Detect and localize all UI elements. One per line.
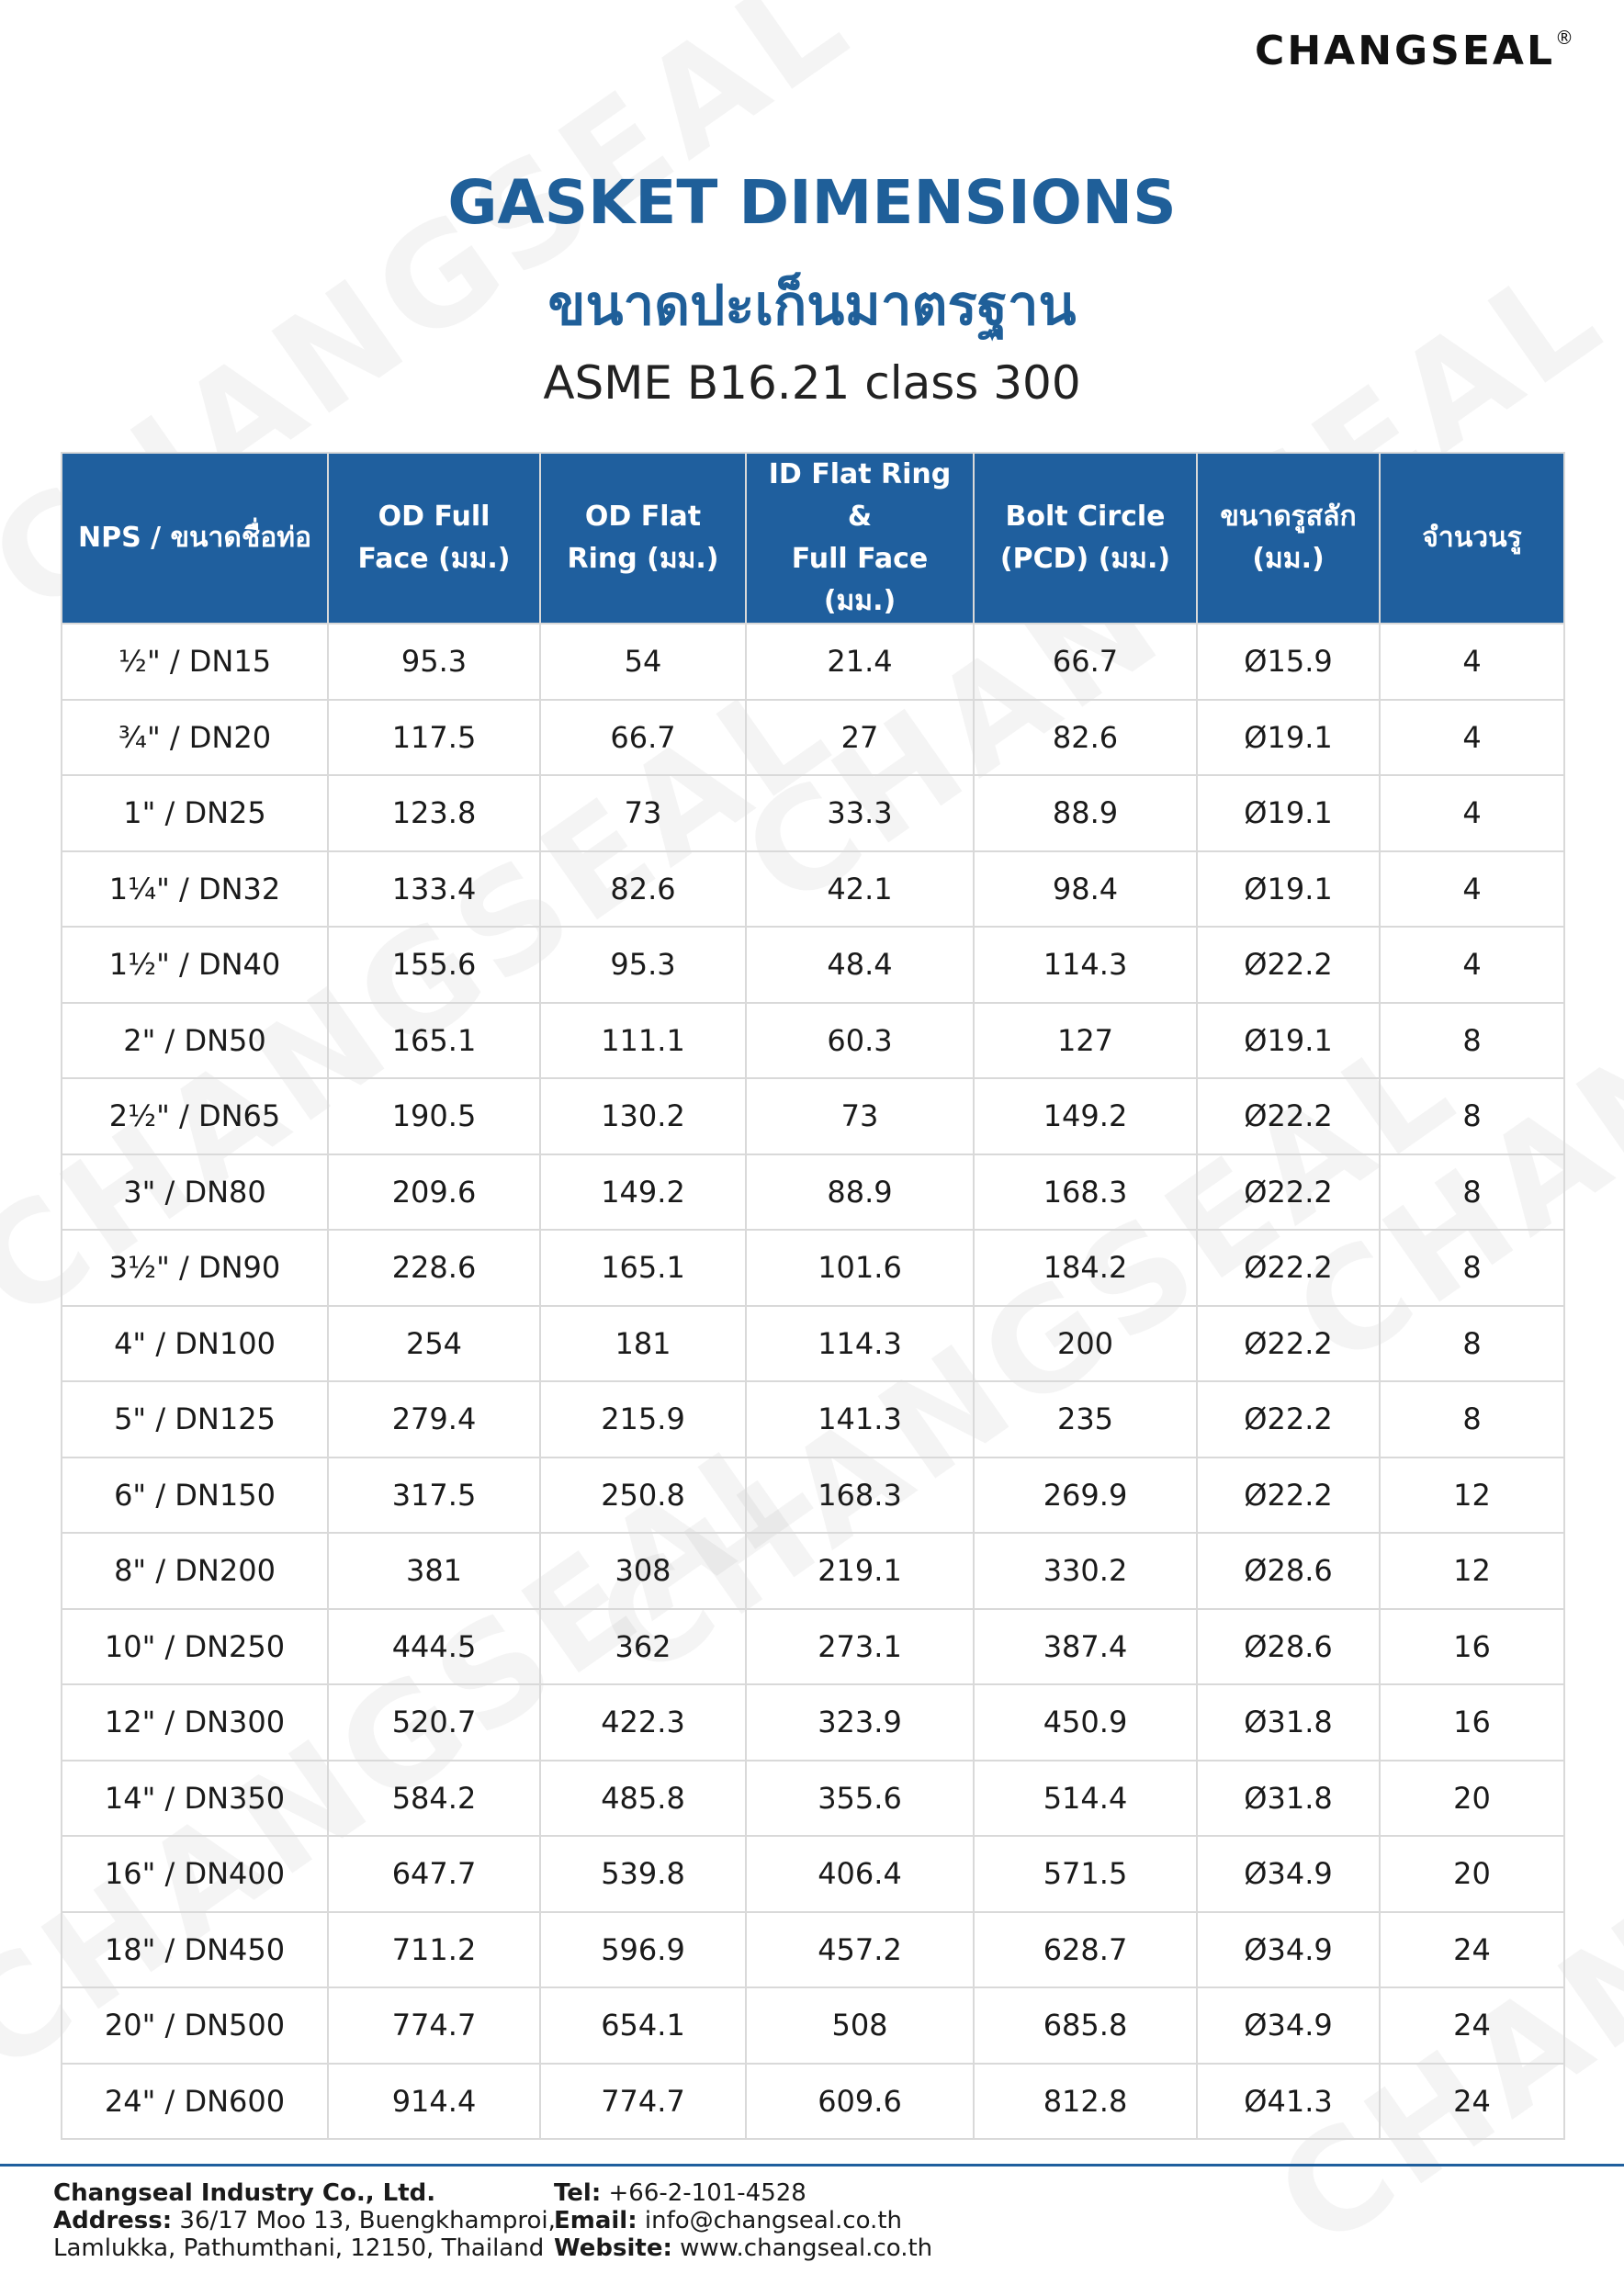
nps-cell: 12" / DN300 [62, 1684, 328, 1761]
footer-company-info [53, 2179, 556, 2262]
od-full-face-cell: 155.6 [328, 927, 540, 1003]
id-flat-ring-cell: 114.3 [746, 1306, 974, 1382]
nps-cell: 3" / DN80 [62, 1154, 328, 1231]
bolt-circle-cell: 88.9 [974, 775, 1197, 851]
bolt-hole-size-cell: Ø31.8 [1197, 1761, 1380, 1837]
od-flat-ring-cell: 654.1 [540, 1987, 746, 2064]
id-flat-ring-cell: 88.9 [746, 1154, 974, 1231]
od-full-face-cell: 317.5 [328, 1458, 540, 1534]
address-label: Address: [53, 2207, 173, 2234]
hole-count-cell: 4 [1380, 851, 1564, 928]
registered-mark: ® [1555, 27, 1576, 50]
od-flat-ring-cell: 66.7 [540, 700, 746, 776]
address-line-1: 36/17 Moo 13, Buengkhamproi, [179, 2207, 556, 2234]
page-subtitle-thai: ขนาดปะเก็นมาตรฐาน [547, 274, 1077, 338]
id-flat-ring-cell: 323.9 [746, 1684, 974, 1761]
od-full-face-cell: 228.6 [328, 1230, 540, 1306]
bolt-hole-size-cell: Ø22.2 [1197, 1458, 1380, 1534]
od-full-face-cell: 165.1 [328, 1003, 540, 1079]
od-full-face-cell: 190.5 [328, 1078, 540, 1154]
hole-count-cell: 4 [1380, 700, 1564, 776]
bolt-circle-cell: 269.9 [974, 1458, 1197, 1534]
hole-count-cell: 8 [1380, 1078, 1564, 1154]
tel-label: Tel: [554, 2179, 602, 2207]
table-body [62, 624, 1564, 2139]
id-flat-ring-cell: 141.3 [746, 1381, 974, 1458]
od-flat-ring-cell: 774.7 [540, 2064, 746, 2140]
bolt-circle-cell: 82.6 [974, 700, 1197, 776]
od-flat-ring-cell: 362 [540, 1609, 746, 1685]
footer-divider [0, 2164, 1624, 2167]
bolt-hole-size-cell: Ø22.2 [1197, 1381, 1380, 1458]
nps-cell: 8" / DN200 [62, 1533, 328, 1609]
od-full-face-cell: 381 [328, 1533, 540, 1609]
nps-cell: 6" / DN150 [62, 1458, 328, 1534]
table-row [62, 851, 1564, 928]
bolt-hole-size-cell: Ø31.8 [1197, 1684, 1380, 1761]
bolt-hole-size-cell: Ø19.1 [1197, 851, 1380, 928]
hole-count-cell: 8 [1380, 1154, 1564, 1231]
od-flat-ring-cell: 149.2 [540, 1154, 746, 1231]
od-flat-ring-cell: 485.8 [540, 1761, 746, 1837]
table-row [62, 1836, 1564, 1912]
bolt-circle-cell: 387.4 [974, 1609, 1197, 1685]
nps-cell: 1¼" / DN32 [62, 851, 328, 928]
od-flat-ring-cell: 215.9 [540, 1381, 746, 1458]
bolt-hole-size-cell: Ø22.2 [1197, 1078, 1380, 1154]
bolt-circle-cell: 514.4 [974, 1761, 1197, 1837]
bolt-circle-cell: 571.5 [974, 1836, 1197, 1912]
hole-count-cell: 16 [1380, 1609, 1564, 1685]
bolt-hole-size-cell: Ø34.9 [1197, 1987, 1380, 2064]
od-full-face-cell: 711.2 [328, 1912, 540, 1988]
hole-count-cell: 16 [1380, 1684, 1564, 1761]
bolt-circle-cell: 200 [974, 1306, 1197, 1382]
table-row [62, 624, 1564, 700]
od-full-face-cell: 123.8 [328, 775, 540, 851]
od-full-face-cell: 117.5 [328, 700, 540, 776]
table-row [62, 1912, 1564, 1988]
footer-contact-info [554, 2179, 932, 2262]
bolt-circle-cell: 685.8 [974, 1987, 1197, 2064]
id-flat-ring-cell: 101.6 [746, 1230, 974, 1306]
email-label: Email: [554, 2207, 637, 2234]
id-flat-ring-cell: 406.4 [746, 1836, 974, 1912]
nps-cell: 20" / DN500 [62, 1987, 328, 2064]
table-row [62, 2064, 1564, 2140]
bolt-circle-cell: 184.2 [974, 1230, 1197, 1306]
od-flat-ring-cell: 308 [540, 1533, 746, 1609]
od-flat-ring-cell: 422.3 [540, 1684, 746, 1761]
nps-cell: 2" / DN50 [62, 1003, 328, 1079]
od-full-face-cell: 95.3 [328, 624, 540, 700]
od-full-face-cell: 444.5 [328, 1609, 540, 1685]
bolt-circle-cell: 628.7 [974, 1912, 1197, 1988]
id-flat-ring-cell: 48.4 [746, 927, 974, 1003]
brand-name: CHANGSEAL [1255, 28, 1555, 74]
hole-count-cell: 20 [1380, 1836, 1564, 1912]
header-nps: NPS / ขนาดชื่อท่อ [62, 453, 328, 624]
nps-cell: ¾" / DN20 [62, 700, 328, 776]
od-flat-ring-cell: 539.8 [540, 1836, 746, 1912]
id-flat-ring-cell: 609.6 [746, 2064, 974, 2140]
od-flat-ring-cell: 165.1 [540, 1230, 746, 1306]
company-name: Changseal Industry Co., Ltd. [53, 2179, 436, 2207]
nps-cell: 5" / DN125 [62, 1381, 328, 1458]
id-flat-ring-cell: 168.3 [746, 1458, 974, 1534]
od-full-face-cell: 209.6 [328, 1154, 540, 1231]
bolt-hole-size-cell: Ø19.1 [1197, 700, 1380, 776]
od-full-face-cell: 254 [328, 1306, 540, 1382]
brand-logo [1255, 28, 1576, 74]
od-flat-ring-cell: 596.9 [540, 1912, 746, 1988]
page-title: GASKET DIMENSIONS [447, 167, 1177, 238]
nps-cell: 1½" / DN40 [62, 927, 328, 1003]
hole-count-cell: 8 [1380, 1230, 1564, 1306]
hole-count-cell: 20 [1380, 1761, 1564, 1837]
od-full-face-cell: 914.4 [328, 2064, 540, 2140]
bolt-hole-size-cell: Ø22.2 [1197, 927, 1380, 1003]
od-flat-ring-cell: 130.2 [540, 1078, 746, 1154]
bolt-circle-cell: 168.3 [974, 1154, 1197, 1231]
website-label: Website: [554, 2234, 672, 2262]
website-value: www.changseal.co.th [680, 2234, 933, 2262]
nps-cell: 18" / DN450 [62, 1912, 328, 1988]
bolt-hole-size-cell: Ø28.6 [1197, 1533, 1380, 1609]
nps-cell: 24" / DN600 [62, 2064, 328, 2140]
od-flat-ring-cell: 111.1 [540, 1003, 746, 1079]
hole-count-cell: 4 [1380, 775, 1564, 851]
header-od-full-face: OD Full Face (มม.) [328, 453, 540, 624]
od-full-face-cell: 279.4 [328, 1381, 540, 1458]
hole-count-cell: 4 [1380, 927, 1564, 1003]
od-full-face-cell: 584.2 [328, 1761, 540, 1837]
nps-cell: 3½" / DN90 [62, 1230, 328, 1306]
header-bolt-circle: Bolt Circle (PCD) (มม.) [974, 453, 1197, 624]
table-row [62, 1381, 1564, 1458]
bolt-hole-size-cell: Ø22.2 [1197, 1230, 1380, 1306]
bolt-hole-size-cell: Ø19.1 [1197, 775, 1380, 851]
hole-count-cell: 4 [1380, 624, 1564, 700]
od-full-face-cell: 647.7 [328, 1836, 540, 1912]
id-flat-ring-cell: 27 [746, 700, 974, 776]
bolt-circle-cell: 812.8 [974, 2064, 1197, 2140]
od-flat-ring-cell: 181 [540, 1306, 746, 1382]
od-flat-ring-cell: 95.3 [540, 927, 746, 1003]
bolt-circle-cell: 66.7 [974, 624, 1197, 700]
hole-count-cell: 24 [1380, 1912, 1564, 1988]
bolt-circle-cell: 330.2 [974, 1533, 1197, 1609]
email-value: info@changseal.co.th [644, 2207, 902, 2234]
table-row [62, 927, 1564, 1003]
id-flat-ring-cell: 33.3 [746, 775, 974, 851]
header-hole-count: จำนวนรู [1380, 453, 1564, 624]
nps-cell: 4" / DN100 [62, 1306, 328, 1382]
id-flat-ring-cell: 60.3 [746, 1003, 974, 1079]
hole-count-cell: 8 [1380, 1381, 1564, 1458]
id-flat-ring-cell: 73 [746, 1078, 974, 1154]
od-full-face-cell: 133.4 [328, 851, 540, 928]
bolt-hole-size-cell: Ø19.1 [1197, 1003, 1380, 1079]
table-row [62, 1684, 1564, 1761]
od-flat-ring-cell: 54 [540, 624, 746, 700]
nps-cell: 10" / DN250 [62, 1609, 328, 1685]
table-header-row [62, 453, 1564, 624]
od-flat-ring-cell: 82.6 [540, 851, 746, 928]
bolt-hole-size-cell: Ø22.2 [1197, 1154, 1380, 1231]
id-flat-ring-cell: 21.4 [746, 624, 974, 700]
hole-count-cell: 24 [1380, 2064, 1564, 2140]
table-row [62, 1609, 1564, 1685]
hole-count-cell: 24 [1380, 1987, 1564, 2064]
table-row [62, 1078, 1564, 1154]
nps-cell: 1" / DN25 [62, 775, 328, 851]
nps-cell: 14" / DN350 [62, 1761, 328, 1837]
bolt-circle-cell: 235 [974, 1381, 1197, 1458]
table-row [62, 1987, 1564, 2064]
nps-cell: ½" / DN15 [62, 624, 328, 700]
table-row [62, 1230, 1564, 1306]
id-flat-ring-cell: 355.6 [746, 1761, 974, 1837]
bolt-hole-size-cell: Ø15.9 [1197, 624, 1380, 700]
table-row [62, 700, 1564, 776]
table-row [62, 1761, 1564, 1837]
bolt-hole-size-cell: Ø34.9 [1197, 1912, 1380, 1988]
od-full-face-cell: 774.7 [328, 1987, 540, 2064]
od-flat-ring-cell: 73 [540, 775, 746, 851]
id-flat-ring-cell: 219.1 [746, 1533, 974, 1609]
bolt-hole-size-cell: Ø28.6 [1197, 1609, 1380, 1685]
header-id-flat-ring: ID Flat Ring & Full Face (มม.) [746, 453, 974, 624]
bolt-circle-cell: 149.2 [974, 1078, 1197, 1154]
hole-count-cell: 12 [1380, 1533, 1564, 1609]
address-line-2: Lamlukka, Pathumthani, 12150, Thailand [53, 2234, 545, 2262]
standard-label: ASME B16.21 class 300 [543, 356, 1081, 410]
nps-cell: 2½" / DN65 [62, 1078, 328, 1154]
hole-count-cell: 8 [1380, 1003, 1564, 1079]
table-row [62, 775, 1564, 851]
hole-count-cell: 8 [1380, 1306, 1564, 1382]
bolt-circle-cell: 114.3 [974, 927, 1197, 1003]
tel-value: +66-2-101-4528 [608, 2179, 806, 2207]
bolt-hole-size-cell: Ø34.9 [1197, 1836, 1380, 1912]
od-full-face-cell: 520.7 [328, 1684, 540, 1761]
bolt-hole-size-cell: Ø22.2 [1197, 1306, 1380, 1382]
table-row [62, 1458, 1564, 1534]
table-row [62, 1306, 1564, 1382]
bolt-hole-size-cell: Ø41.3 [1197, 2064, 1380, 2140]
id-flat-ring-cell: 42.1 [746, 851, 974, 928]
id-flat-ring-cell: 508 [746, 1987, 974, 2064]
table-row [62, 1533, 1564, 1609]
od-flat-ring-cell: 250.8 [540, 1458, 746, 1534]
table-row [62, 1154, 1564, 1231]
bolt-circle-cell: 127 [974, 1003, 1197, 1079]
header-bolt-hole-size: ขนาดรูสลัก (มม.) [1197, 453, 1380, 624]
table-row [62, 1003, 1564, 1079]
nps-cell: 16" / DN400 [62, 1836, 328, 1912]
bolt-circle-cell: 98.4 [974, 851, 1197, 928]
id-flat-ring-cell: 273.1 [746, 1609, 974, 1685]
bolt-circle-cell: 450.9 [974, 1684, 1197, 1761]
id-flat-ring-cell: 457.2 [746, 1912, 974, 1988]
gasket-dimensions-table [61, 452, 1565, 2140]
header-od-flat-ring: OD Flat Ring (มม.) [540, 453, 746, 624]
hole-count-cell: 12 [1380, 1458, 1564, 1534]
